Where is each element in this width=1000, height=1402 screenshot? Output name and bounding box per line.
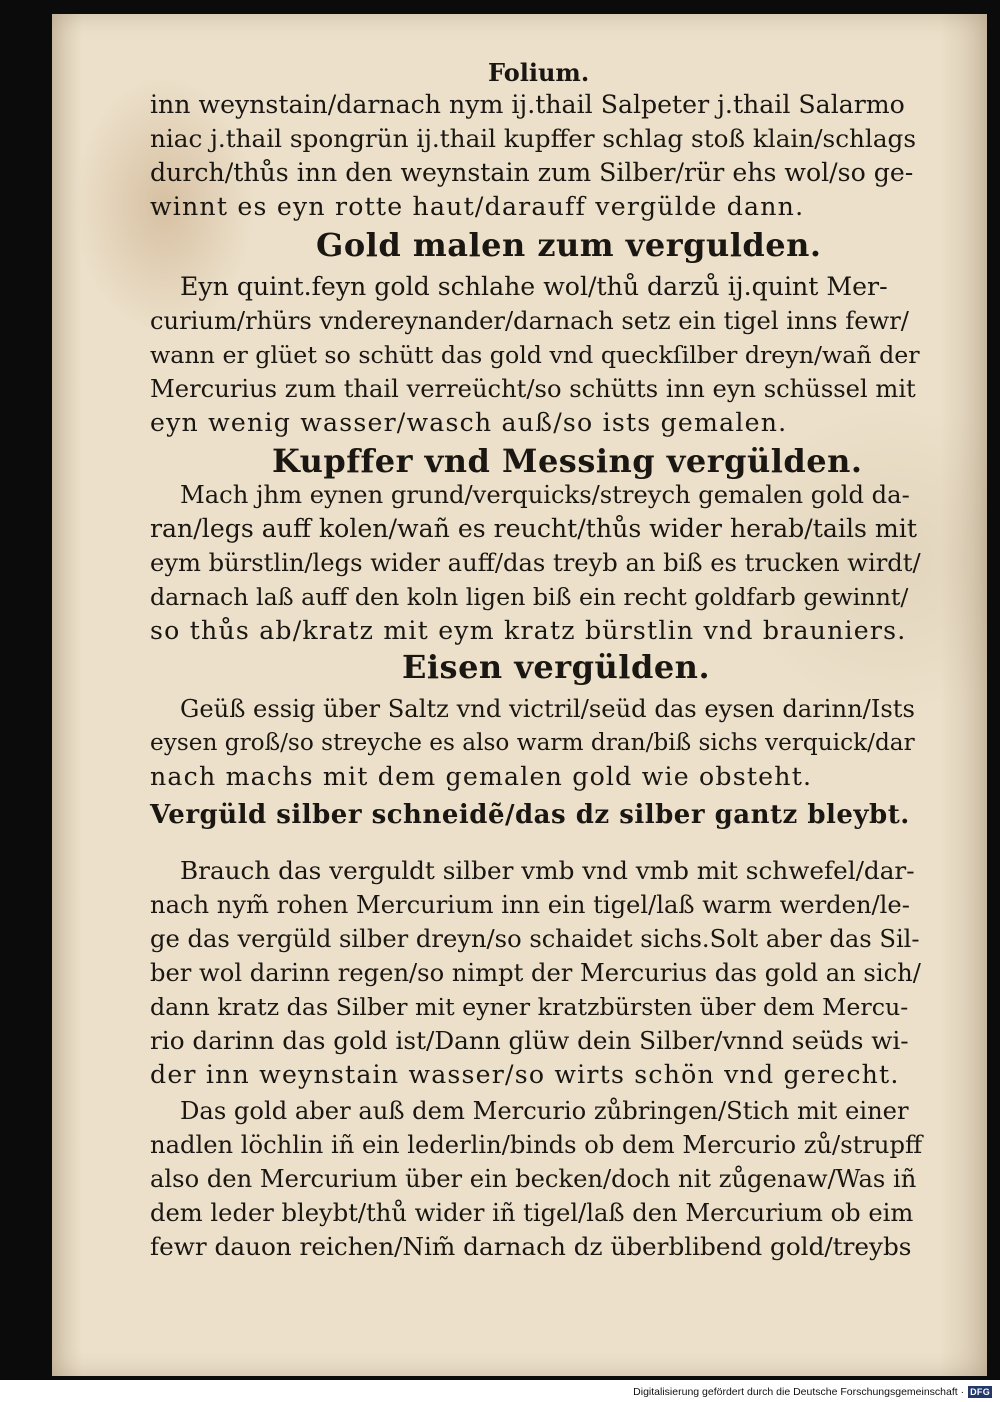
text-line: durch/thůs inn den weynstain zum Silber/rür ehs wol/so ge- <box>150 158 914 187</box>
section-heading: Gold malen zum vergulden. <box>316 226 822 264</box>
text-line: ge das vergüld silber dreyn/so schaidet sichs.Solt aber das Sil- <box>150 925 920 953</box>
text-line: fewr dauon reichen/Nim̃ darnach dz überblibend gold/treybs <box>150 1232 912 1261</box>
text-line: winnt es eyn rotte haut/darauff vergülde dann. <box>150 192 805 221</box>
text-line: ran/legs auff kolen/wañ es reucht/thůs wider herab/tails mit <box>150 514 917 543</box>
text-line: niac j.thail spongrün ij.thail kupffer schlag stoß klain/schlags <box>150 124 917 153</box>
text-line: dem leder bleybt/thů wider iñ tigel/laß den Mercurium ob eim <box>150 1199 914 1227</box>
folio-heading: Folium. <box>488 58 590 87</box>
digitization-credit <box>633 1385 992 1399</box>
text-line: Brauch das verguldt silber vmb vnd vmb mit schwefel/dar- <box>180 856 915 885</box>
text-line: inn weynstain/darnach nym ij.thail Salpeter j.thail Salarmo <box>150 90 905 119</box>
text-line: Mach jhm eynen grund/verquicks/streych gemalen gold da- <box>180 481 910 509</box>
text-line: eyn wenig wasser/wasch auß/so ists gemalen. <box>150 408 788 437</box>
section-heading: Vergüld silber schneidẽ/das dz silber gantz bleybt. <box>150 800 910 830</box>
dfg-logo: DFG <box>970 1387 990 1397</box>
text-line: so thůs ab/kratz mit eym kratz bürstlin vnd brauniers. <box>150 616 907 645</box>
text-line: wann er glüet so schütt das gold vnd queckſilber dreyn/wañ der <box>150 341 920 369</box>
section-heading: Eisen vergülden. <box>402 648 711 686</box>
text-line: der inn weynstain wasser/so wirts schön vnd gerecht. <box>150 1060 900 1089</box>
text-line: darnach laß auff den koln ligen biß ein recht goldfarb gewinnt/ <box>150 583 909 611</box>
text-line: curium/rhürs vndereynander/darnach setz ein tigel inns fewr/ <box>150 307 909 335</box>
text-line: nach machs mit dem gemalen gold wie obsteht. <box>150 762 813 791</box>
text-line: also den Mercurium über ein becken/doch nit zůgenaw/Was iñ <box>150 1165 917 1193</box>
section-heading: Kupffer vnd Messing vergülden. <box>272 442 863 480</box>
text-line: eysen groß/so streyche es also warm dran/biß sichs verquick/dar <box>150 729 915 756</box>
text-line: Das gold aber auß dem Mercurio zůbringen/Stich mit einer <box>180 1097 909 1125</box>
credit-text: Digitalisierung gefördert durch die Deutsche Forschungsgemeinschaft · <box>633 1386 965 1398</box>
text-line: Mercurius zum thail verreücht/so schütts inn eyn schüssel mit <box>150 375 916 403</box>
text-line: nadlen löchlin iñ ein lederlin/binds ob dem Mercurio zů/strupff <box>150 1131 923 1159</box>
text-line: ber wol darinn regen/so nimpt der Mercurius das gold an sich/ <box>150 959 921 987</box>
text-line: dann kratz das Silber mit eyner kratzbürsten über dem Mercu- <box>150 993 909 1021</box>
text-line: Geüß essig über Saltz vnd victril/seüd das eysen darinn/Ists <box>180 695 915 723</box>
text-line: rio darinn das gold ist/Dann glüw dein Silber/vnnd seüds wi- <box>150 1026 909 1055</box>
text-line: eym bürstlin/legs wider auff/das treyb an biß es trucken wirdt/ <box>150 549 921 577</box>
text-line: Eyn quint.feyn gold schlahe wol/thů darzů ij.quint Mer- <box>180 272 888 301</box>
text-line: nach nym̃ rohen Mercurium inn ein tigel/laß warm werden/le- <box>150 891 910 919</box>
